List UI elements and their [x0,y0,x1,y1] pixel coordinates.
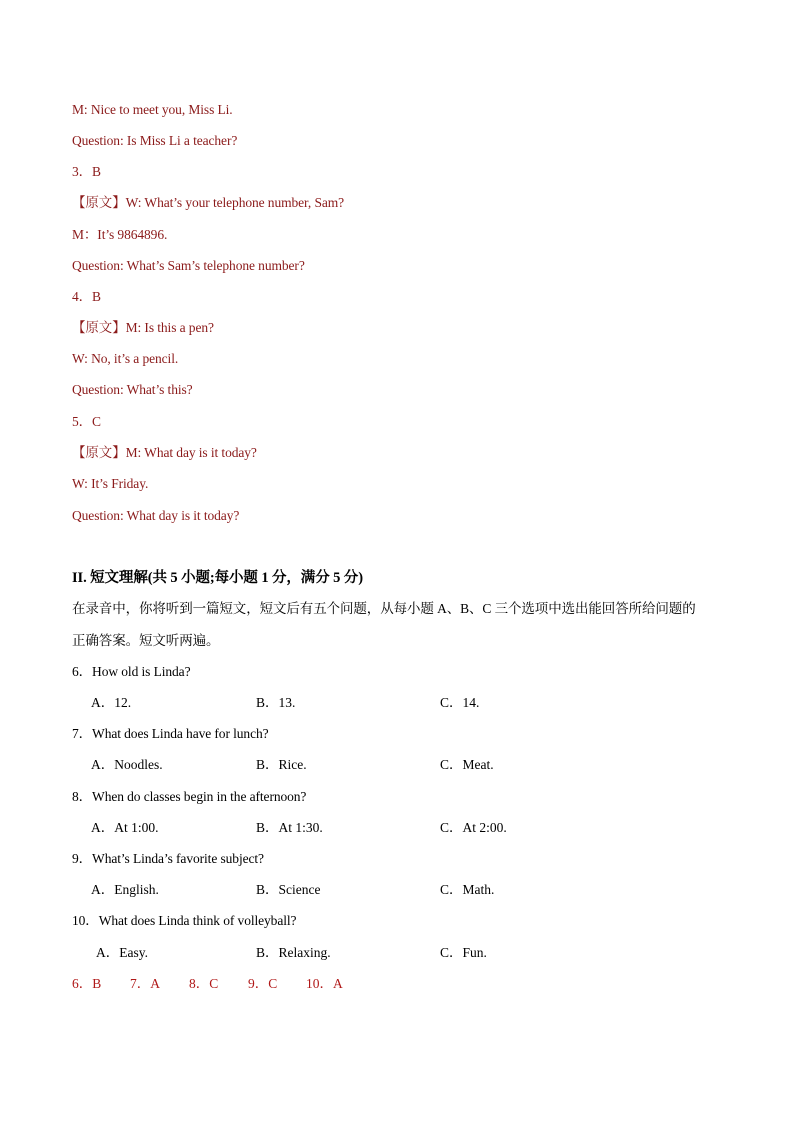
option-b: B．Relaxing. [256,945,331,960]
answer-key-item: 8．C [189,976,219,991]
answer-key-item: 7．A [130,976,160,991]
section-instructions: 正确答案。短文听两遍。 [72,633,220,648]
option-a: A．Easy. [96,945,148,960]
option-c: C．14. [440,695,480,710]
question-text: 6．How old is Linda? [72,664,191,679]
question-text: 9．What’s Linda’s favorite subject? [72,851,264,866]
transcript-line: 【原文】W: What’s your telephone number, Sam? [72,195,345,210]
section-instructions: 在录音中，你将听到一篇短文，短文后有五个问题，从每小题 A、B、C 三个选项中选出能回答所给问题的 [72,601,696,616]
transcript-line: Question: Is Miss Li a teacher? [72,133,238,148]
transcript-line: 【原文】M: Is this a pen? [72,320,214,335]
answer-key-line: 3．B [72,164,101,179]
question-text: 8．When do classes begin in the afternoon? [72,789,307,804]
option-c: C．Math. [440,882,495,897]
option-b: B．Science [256,882,321,897]
transcript-line: Question: What’s Sam’s telephone number? [72,258,305,273]
transcript-line: W: No, it’s a pencil. [72,351,179,366]
question-text: 10．What does Linda think of volleyball? [72,913,297,928]
transcript-line: M：It’s 9864896. [72,227,168,242]
option-c: C．Meat. [440,757,494,772]
option-b: B．Rice. [256,757,307,772]
option-b: B．At 1:30. [256,820,323,835]
transcript-line: Question: What day is it today? [72,508,240,523]
answer-key-line: 5．C [72,414,101,429]
option-a: A．12. [91,695,132,710]
section-heading: II. 短文理解(共 5 小题;每小题 1 分，满分 5 分) [72,570,363,586]
option-c: C．Fun. [440,945,487,960]
transcript-line: W: It’s Friday. [72,476,149,491]
transcript-line: M: Nice to meet you, Miss Li. [72,102,233,117]
option-a: A．At 1:00. [91,820,159,835]
option-b: B．13. [256,695,296,710]
transcript-line: 【原文】M: What day is it today? [72,445,257,460]
option-a: A．Noodles. [91,757,163,772]
option-a: A．English. [91,882,159,897]
option-c: C．At 2:00. [440,820,507,835]
answer-key-line: 4．B [72,289,101,304]
question-text: 7．What does Linda have for lunch? [72,726,269,741]
answer-key-item: 10．A [306,976,343,991]
answer-key-item: 6．B [72,976,102,991]
answer-key-item: 9．C [248,976,278,991]
transcript-line: Question: What’s this? [72,382,193,397]
